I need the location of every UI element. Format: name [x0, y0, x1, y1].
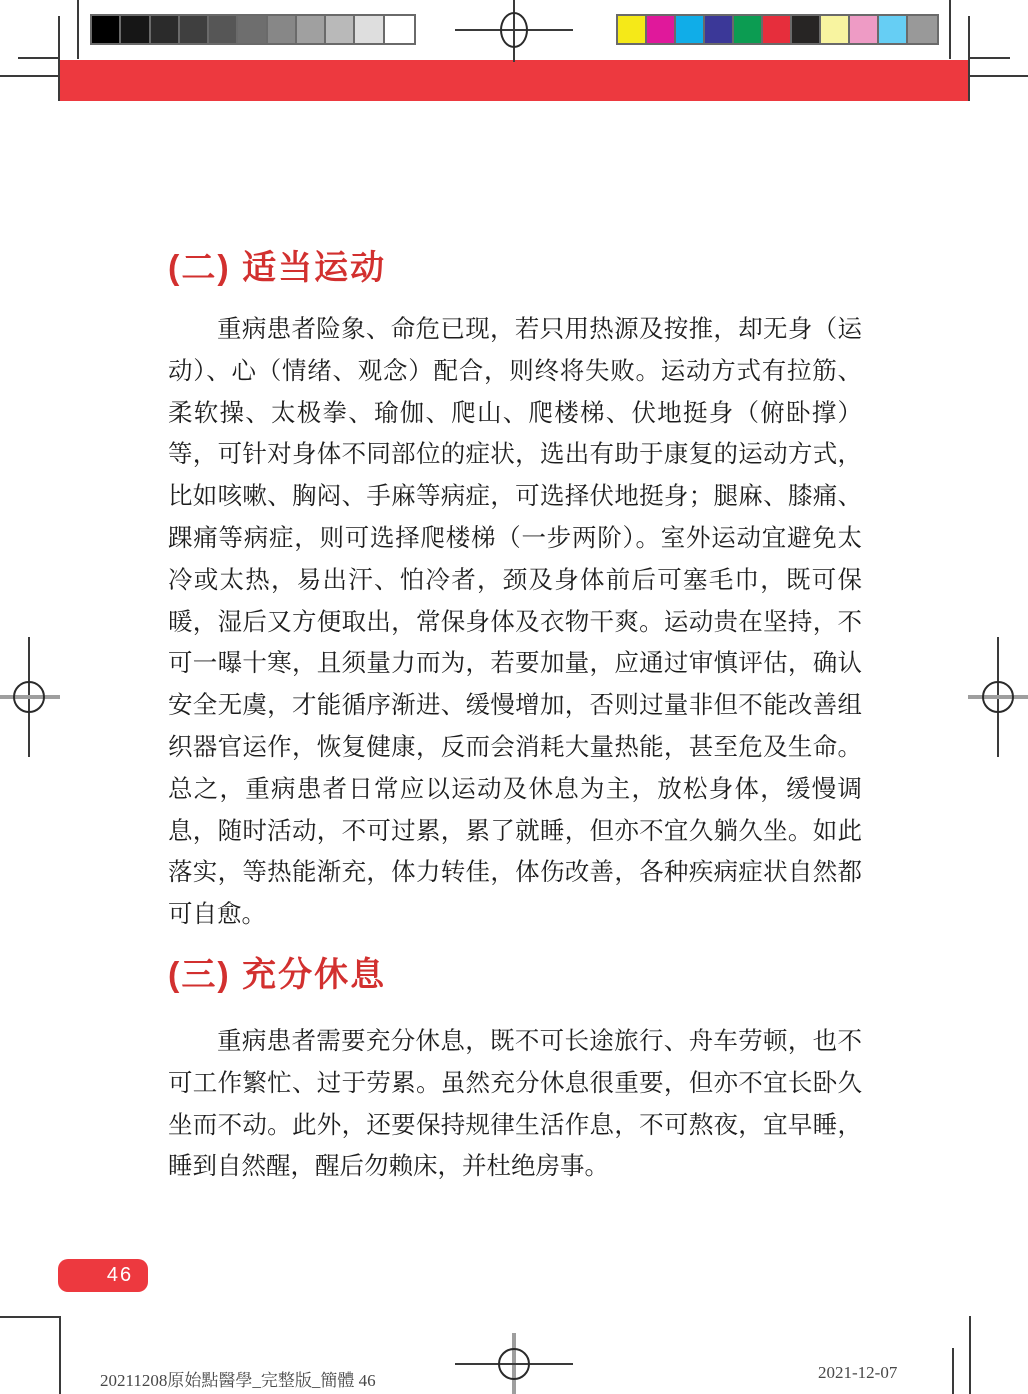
page-number-badge: 46 [58, 1259, 148, 1292]
calibration-swatch [676, 16, 705, 43]
body-paragraph-rest: 重病患者需要充分休息，既不可长途旅行、舟车劳顿，也不可工作繁忙、过于劳累。虽然充分休息很重要，但亦不宜长卧久坐而不动。此外，还要保持规律生活作息，不可熬夜，宜早睡，睡到自然醒，醒后勿赖床，并杜绝房事。 [168, 1028, 862, 1181]
calibration-swatch [792, 16, 821, 43]
color-calibration-bar [616, 14, 939, 45]
calibration-swatch [151, 16, 180, 43]
crop-mark-bottom-left-v [59, 1316, 61, 1394]
footer-filename: 20211208原始點醫學_完整版_簡體 46 [100, 1371, 376, 1390]
calibration-swatch [238, 16, 267, 43]
crop-mark-top-right-h2 [969, 75, 1028, 77]
registration-mark-left-circle [13, 681, 45, 713]
crop-mark-top-left-h1 [18, 57, 60, 59]
calibration-swatch [92, 16, 121, 43]
crop-mark-top-right-v1 [949, 0, 951, 59]
calibration-swatch [734, 16, 763, 43]
crop-mark-top-left-h2 [0, 75, 59, 77]
calibration-swatch [850, 16, 879, 43]
calibration-swatch [326, 16, 355, 43]
calibration-swatch [209, 16, 238, 43]
calibration-swatch [618, 16, 647, 43]
calibration-swatch [268, 16, 297, 43]
red-banner [60, 60, 968, 101]
calibration-swatch [705, 16, 734, 43]
calibration-swatch [180, 16, 209, 43]
calibration-swatch [385, 16, 414, 43]
calibration-swatch [879, 16, 908, 43]
calibration-swatch [355, 16, 384, 43]
section-heading-rest: (三) 充分休息 [168, 956, 387, 994]
calibration-swatch [647, 16, 676, 43]
calibration-swatch [908, 16, 937, 43]
registration-mark-top-circle [500, 12, 528, 48]
crop-mark-bottom-left-h [0, 1316, 61, 1318]
calibration-swatch [821, 16, 850, 43]
calibration-swatch [121, 16, 150, 43]
footer-date: 2021-12-07 [818, 1363, 898, 1382]
registration-mark-right-circle [982, 681, 1014, 713]
body-paragraph-exercise: 重病患者险象、命危已现，若只用热源及按推，却无身（运动）、心（情绪、观念）配合，则终将失败。运动方式有拉筋、柔软操、太极拳、瑜伽、爬山、爬楼梯、伏地挺身（俯卧撑）等，可针对身体不同部位的症状，选出有助于康复的运动方式，比如咳嗽、胸闷、手麻等病症，可选择伏地挺身；腿麻、膝痛、踝痛等病症，则可选择爬楼梯（一步两阶）。室外运动宜避免太冷或太热，易出汗、怕冷者，颈及身体前后可塞毛巾，既可保暖，湿后又方便取出，常保身体及衣物干爽。运动贵在坚持，不可一曝十寒，且须量力而为，若要加量，应通过审慎评估，确认安全无虞，才能循序渐进、缓慢增加，否则过量非但不能改善组织器官运作，恢复健康，反而会消耗大量热能，甚至危及生命。总之，重病患者日常应以运动及休息为主，放松身体，缓慢调息，随时活动，不可过累，累了就睡，但亦不宜久躺久坐。如此落实，等热能渐充，体力转佳，体伤改善，各种疾病症状自然都可自愈。 [168, 316, 862, 929]
calibration-swatch [763, 16, 792, 43]
crop-mark-top-right-h1 [968, 57, 1010, 59]
section-heading-exercise: (二) 适当运动 [168, 249, 387, 287]
grayscale-calibration-bar [90, 14, 416, 45]
crop-mark-bottom-right-v2 [969, 1316, 971, 1394]
calibration-swatch [297, 16, 326, 43]
crop-mark-top-left-v1 [77, 0, 79, 59]
registration-mark-bottom-circle [498, 1348, 530, 1380]
crop-mark-bottom-right-v1 [952, 1348, 954, 1394]
